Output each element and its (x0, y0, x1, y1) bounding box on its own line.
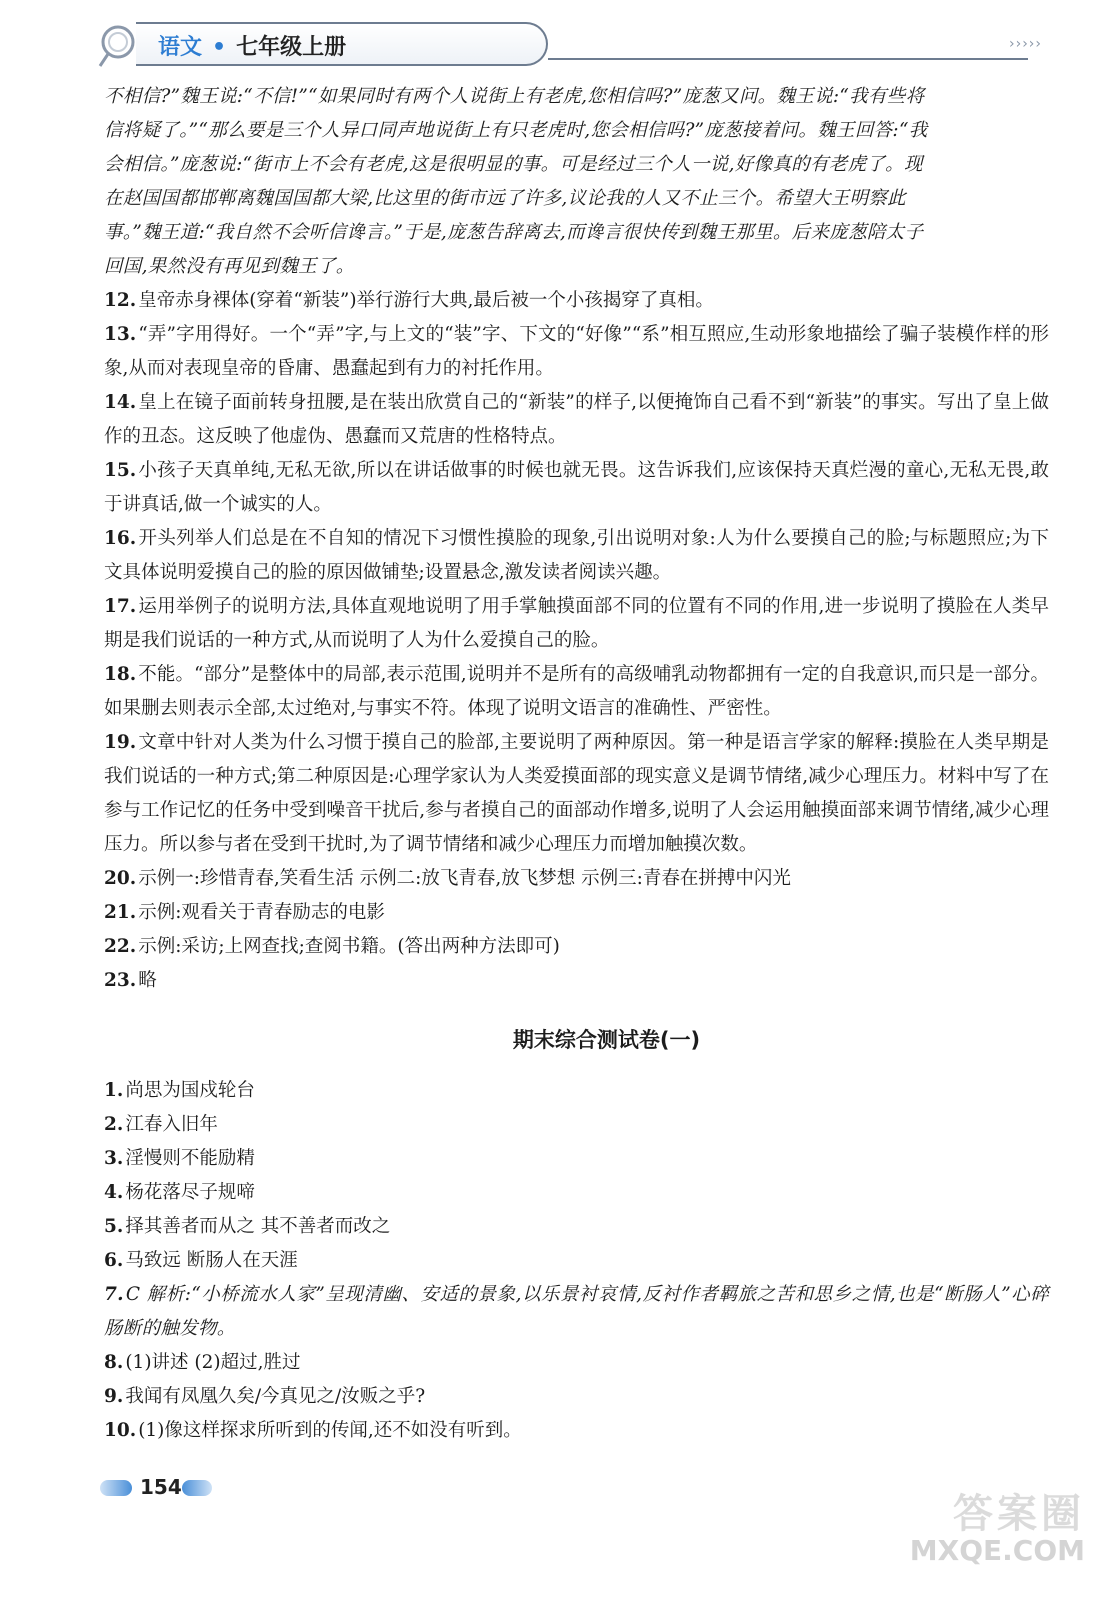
answer-list-b (104, 1074, 1049, 1448)
item-text: 皇上在镜子面前转身扭腰,是在装出欣赏自己的“新装”的样子,以便掩饰自己看不到“新装”的事实。写出了皇上做作的丑态。这反映了他虚伪、愚蠢而又荒唐的性格特点。 (104, 392, 1049, 447)
answer-item (104, 590, 1049, 658)
answer-item (104, 1278, 1049, 1346)
item-number: 19. (104, 732, 137, 753)
answer-item (104, 1176, 1049, 1210)
story-line: 信将疑了。”“那么要是三个人异口同声地说街上有只老虎时,您会相信吗?”庞葱接着问。魏王回答:“我 (104, 120, 928, 141)
item-number: 3. (104, 1148, 124, 1169)
answer-item (104, 1074, 1049, 1108)
answer-item (104, 1346, 1049, 1380)
item-text: 我闻有凤凰久矣/今真见之/汝贩之乎? (125, 1386, 426, 1407)
watermark-url: MXQE.COM (909, 1534, 1085, 1567)
item-number: 1. (104, 1080, 124, 1101)
item-number: 2. (104, 1114, 124, 1135)
story-line: 回国,果然没有再见到魏王了。 (104, 256, 355, 277)
item-text: 马致远 断肠人在天涯 (125, 1250, 298, 1271)
header-title (158, 30, 346, 61)
item-number: 15. (104, 460, 137, 481)
item-text: 淫慢则不能励精 (125, 1148, 255, 1169)
answer-item (104, 658, 1049, 726)
answer-item (104, 726, 1049, 862)
item-number: 5. (104, 1216, 124, 1237)
answer-item (104, 386, 1049, 454)
item-number: 17. (104, 596, 137, 617)
answer-content (104, 80, 1049, 1448)
item-text: 杨花落尽子规啼 (125, 1182, 255, 1203)
item-text: 择其善者而从之 其不善者而改之 (125, 1216, 391, 1237)
item-number: 4. (104, 1182, 124, 1203)
page-header (96, 22, 1056, 68)
item-number: 20. (104, 868, 137, 889)
item-text: 示例:观看关于青春励志的电影 (138, 902, 385, 923)
item-number: 14. (104, 392, 137, 413)
item-number: 6. (104, 1250, 124, 1271)
item-text: 皇帝赤身裸体(穿着“新装”)举行游行大典,最后被一个小孩揭穿了真相。 (138, 290, 714, 311)
item-number: 7. (104, 1284, 124, 1305)
item-number: 8. (104, 1352, 124, 1373)
answer-item (104, 318, 1049, 386)
header-rule (548, 58, 1028, 60)
watermark-logo: 答案圈 (953, 1491, 1085, 1537)
grade-label: 七年级上册 (236, 35, 347, 60)
item-text: “弄”字用得好。一个“弄”字,与上文的“装”字、下文的“好像”“系”相互照应,生动形象地描绘了骗子装模作样的形象,从而对表现皇帝的昏庸、愚蠢起到有力的衬托作用。 (104, 324, 1049, 379)
chevron-right-icon: ››››› (1009, 36, 1042, 52)
page-number: 154 (140, 1475, 182, 1499)
story-line: 会相信。”庞葱说:“街市上不会有老虎,这是很明显的事。可是经过三个人一说,好像真的有老虎了。现 (104, 154, 923, 175)
answer-item (104, 862, 1049, 896)
item-text: (1)像这样探求所听到的传闻,还不如没有听到。 (138, 1420, 522, 1441)
item-text: 江春入旧年 (125, 1114, 218, 1135)
header-separator: • (212, 35, 227, 60)
answer-item (104, 1210, 1049, 1244)
story-line: 在赵国国都邯郸离魏国国都大梁,比这里的街市远了许多,议论我的人又不止三个。希望大王明察此 (104, 188, 906, 209)
item-text: 文章中针对人类为什么习惯于摸自己的脸部,主要说明了两种原因。第一种是语言学家的解释:摸脸在人类早期是我们说话的一种方式;第二种原因是:心理学家认为人类爱摸面部的现实意义是调节情绪,减少心理压力。材料中写了在参与工作记忆的任务中受到噪音干扰后,参与者摸自己的面部动作增多,说明了人会运用触摸面部来调节情绪,减少心理压力。所以参与者在受到干扰时,为了调节情绪和减少心理压力而增加触摸次数。 (104, 732, 1049, 855)
item-text: (1)讲述 (2)超过,胜过 (125, 1352, 301, 1373)
answer-item (104, 284, 1049, 318)
item-text: 示例:采访;上网查找;查阅书籍。(答出两种方法即可) (138, 936, 560, 957)
item-number: 22. (104, 936, 137, 957)
item-number: 18. (104, 664, 137, 685)
item-text: 运用举例子的说明方法,具体直观地说明了用手掌触摸面部不同的位置有不同的作用,进一步说明了摸脸在人类早期是我们说话的一种方式,从而说明了人为什么爱摸自己的脸。 (104, 596, 1049, 651)
item-text: 示例一:珍惜青春,笑看生活 示例二:放飞青春,放飞梦想 示例三:青春在拼搏中闪光 (138, 868, 791, 889)
item-number: 16. (104, 528, 137, 549)
item-number: 10. (104, 1420, 137, 1441)
section-title: 期末综合测试卷(一) (512, 1028, 701, 1052)
answer-item (104, 930, 1049, 964)
answer-list-a (104, 284, 1049, 998)
answer-item (104, 1380, 1049, 1414)
item-number: 23. (104, 970, 137, 991)
story-line: 事。”魏王道:“我自然不会听信谗言。”于是,庞葱告辞离去,而谗言很快传到魏王那里。后来庞葱陪太子 (104, 222, 924, 243)
item-text: 略 (138, 970, 157, 991)
item-number: 9. (104, 1386, 124, 1407)
subject-label: 语文 (158, 35, 203, 60)
item-number: 21. (104, 902, 137, 923)
answer-item (104, 1414, 1049, 1448)
left-pill-decoration (100, 1480, 132, 1496)
watermark (885, 1482, 1085, 1572)
item-text: 开头列举人们总是在不自知的情况下习惯性摸脸的现象,引出说明对象:人为什么要摸自己的脸;与标题照应;为下文具体说明爱摸自己的脸的原因做铺垫;设置悬念,激发读者阅读兴趣。 (104, 528, 1049, 583)
item-text: C 解析:“小桥流水人家”呈现清幽、安适的景象,以乐景衬哀情,反衬作者羁旅之苦和思乡之情,也是“断肠人”心碎肠断的触发物。 (104, 1284, 1049, 1339)
answer-item (104, 964, 1049, 998)
story-line: 不相信?”魏王说:“不信!”“如果同时有两个人说街上有老虎,您相信吗?”庞葱又问。魏王说:“我有些将 (104, 86, 925, 107)
item-number: 13. (104, 324, 137, 345)
item-text: 小孩子天真单纯,无私无欲,所以在讲话做事的时候也就无畏。这告诉我们,应该保持天真烂漫的童心,无私无畏,敢于讲真话,做一个诚实的人。 (104, 460, 1049, 515)
answer-item (104, 454, 1049, 522)
answer-item (104, 522, 1049, 590)
story-paragraph (104, 80, 1049, 284)
answer-item (104, 1142, 1049, 1176)
page-footer (100, 1472, 300, 1502)
item-text: 尚思为国戍轮台 (125, 1080, 255, 1101)
right-pill-decoration (182, 1480, 212, 1496)
item-text: 不能。“部分”是整体中的局部,表示范围,说明并不是所有的高级哺乳动物都拥有一定的自我意识,而只是一部分。如果删去则表示全部,太过绝对,与事实不符。体现了说明文语言的准确性、严密性。 (104, 664, 1049, 719)
answer-item (104, 896, 1049, 930)
answer-item (104, 1244, 1049, 1278)
item-number: 12. (104, 290, 137, 311)
answer-item (104, 1108, 1049, 1142)
